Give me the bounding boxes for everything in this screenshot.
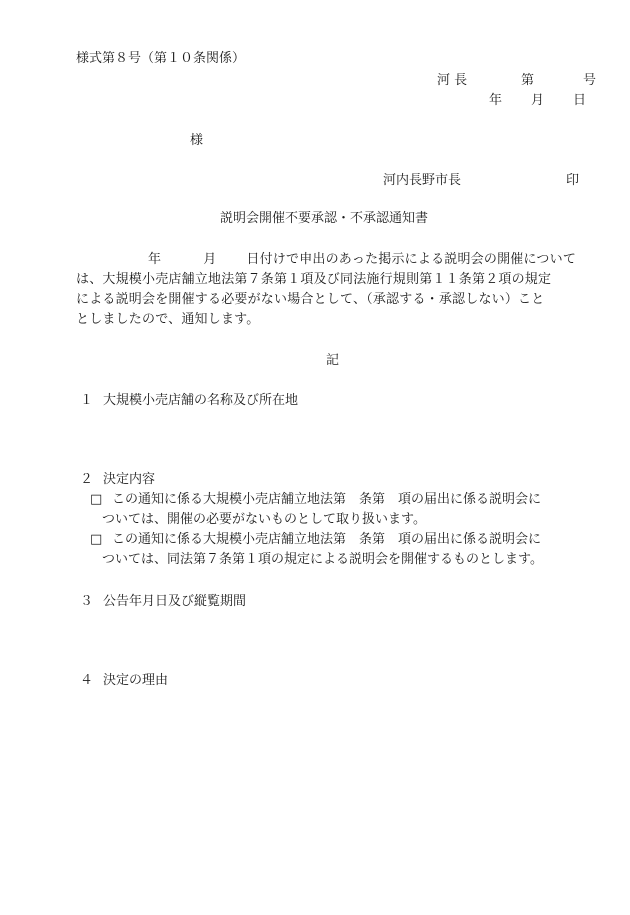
decision-option-2 (90, 530, 590, 570)
date-year: 年 (489, 93, 503, 108)
doc-no-go: 号 (583, 73, 597, 88)
checkbox-option-1[interactable]: □ (90, 492, 103, 507)
body-line-1 (76, 250, 588, 270)
notice-body (76, 250, 588, 330)
option-1-line-1: この通知に係る大規模小売店舗立地法第 条第 項の届出に係る説明会に (112, 492, 542, 507)
section-2-label: 決定内容 (103, 472, 156, 487)
section-3 (80, 593, 246, 611)
doc-no-prefix: 河 長 (437, 73, 468, 88)
section-2 (80, 471, 155, 489)
section-4-label: 決定の理由 (103, 673, 169, 688)
section-3-label: 公告年月日及び縦覧期間 (103, 594, 247, 609)
body-line-2: は、大規模小売店舗立地法第７条第１項及び同法施行規則第１１条第２項の規定 (76, 272, 552, 287)
body-line-1-rest: 日付けで申出のあった掲示による説明会の開催について (246, 252, 577, 267)
seal-mark: 印 (566, 173, 580, 188)
section-2-number: ２ (80, 472, 94, 487)
section-4-number: ４ (80, 673, 94, 688)
option-2-line-1: この通知に係る大規模小売店舗立地法第 条第 項の届出に係る説明会に (112, 532, 542, 547)
form-number: 様式第８号（第１０条関係） (76, 51, 246, 66)
option-2-line-2: ついては、同法第７条第１項の規定による説明会を開催するものとします。 (102, 552, 543, 567)
section-1-number: １ (80, 393, 94, 408)
ki-mark: 記 (326, 353, 340, 368)
date-day: 日 (573, 93, 587, 108)
section-4 (80, 672, 168, 690)
checkbox-option-2[interactable]: □ (90, 532, 103, 547)
body-year: 年 (148, 252, 162, 267)
section-1 (80, 392, 298, 410)
doc-no-dai: 第 (521, 73, 535, 88)
section-1-label: 大規模小売店舗の名称及び所在地 (103, 393, 299, 408)
option-1-line-2: ついては、開催の必要がないものとして取り扱います。 (102, 512, 426, 527)
decision-option-1 (90, 490, 590, 530)
addressee-sama: 様 (190, 133, 204, 148)
body-line-3: による説明会を開催する必要がない場合として、（承認する・承認しない）こと (76, 292, 545, 307)
document-title: 説明会開催不要承認・不承認通知書 (220, 211, 429, 226)
body-month: 月 (203, 252, 217, 267)
body-line-4: としましたので、通知します。 (76, 312, 260, 327)
section-3-number: ３ (80, 594, 94, 609)
issuer-name: 河内長野市長 (383, 173, 462, 188)
date-month: 月 (531, 93, 545, 108)
